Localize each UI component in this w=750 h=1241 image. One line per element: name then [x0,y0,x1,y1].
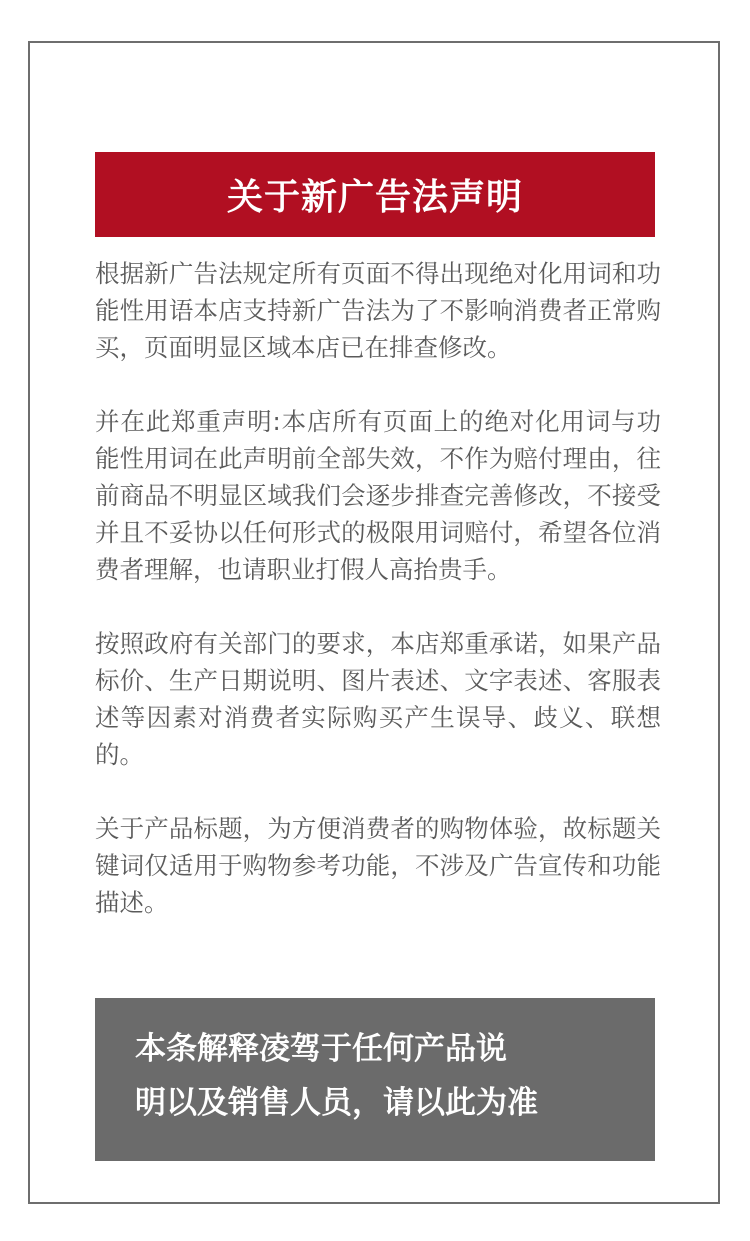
paragraph-3: 按照政府有关部门的要求，本店郑重承诺，如果产品标价、生产日期说明、图片表述、文字表述、客服表述等因素对消费者实际购买产生误导、歧义、联想的。 [95,629,661,769]
paragraph-2: 并在此郑重声明:本店所有页面上的绝对化用词与功能性用词在此声明前全部失效，不作为赔付理由，往前商品不明显区域我们会逐步排查完善修改，不接受并且不妥协以任何形式的极限用词赔付，希望各位消费者理解，也请职业打假人高抬贵手。 [95,407,661,584]
statement-body [95,255,661,958]
footer-line-2: 明以及销售人员，请以此为准 [135,1085,538,1121]
footer-notice [95,998,655,1161]
page-title: 关于新广告法声明 [95,152,655,237]
paragraph-4: 关于产品标题，为方便消费者的购物体验，故标题关键词仅适用于购物参考功能，不涉及广告宣传和功能描述。 [95,814,661,917]
footer-line-1: 本条解释凌驾于任何产品说 [135,1031,507,1067]
paragraph-1: 根据新广告法规定所有页面不得出现绝对化用词和功能性用语本店支持新广告法为了不影响消费者正常购买，页面明显区域本店已在排查修改。 [95,259,661,362]
